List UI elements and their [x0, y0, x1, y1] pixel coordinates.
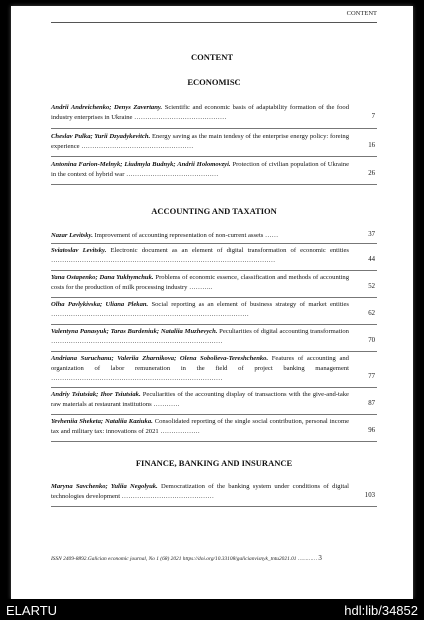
entry-authors: Nazar Levitsky.: [51, 232, 93, 239]
toc-entry[interactable]: [51, 160, 349, 180]
section-heading-economics: ECONOMISC: [187, 77, 241, 87]
toc-entry[interactable]: [51, 482, 349, 502]
entry-title: Improvement of accounting representation of non-current assets ……: [94, 232, 279, 239]
entry-authors: Andrii Andreichenko; Denys Zavertany.: [51, 104, 163, 111]
entry-divider: [51, 351, 377, 352]
entry-divider: [51, 441, 377, 442]
toc-entry[interactable]: [51, 132, 349, 152]
toc-entry[interactable]: [51, 273, 349, 293]
repository-watermark: ELARTU: [6, 603, 58, 618]
entry-title: Democratization of the banking system under conditions of digital technologies development ……………………………………: [51, 483, 349, 500]
entry-page-number: 16: [368, 142, 375, 149]
entry-title: Peculiarities of the accounting display of transactions with the give-and-take raw materials at restaurant institutions …………: [51, 391, 349, 408]
entry-divider: [51, 243, 377, 244]
entry-title: Protection of civilian population of Ukraine in the context of hybrid war ……………………………………: [51, 161, 350, 178]
entry-authors: Yana Ostapenko; Dana Yukhymchuk.: [51, 274, 154, 281]
entry-divider: [51, 414, 377, 415]
entry-page-number: 44: [368, 256, 375, 263]
section-heading-finance: FINANCE, BANKING AND INSURANCE: [135, 458, 293, 468]
toc-entry[interactable]: [51, 327, 349, 347]
journal-page: [11, 6, 413, 599]
entry-page-number: 70: [368, 337, 375, 344]
entry-title: Problems of economic essence, classification and methods of accounting costs for the production of milk processing industry ………..: [51, 274, 349, 291]
footer-page-number: 3: [318, 554, 322, 562]
entry-page-number: 62: [368, 310, 375, 317]
toc-entry[interactable]: [51, 417, 349, 437]
entry-authors: Antonina Farion-Melnyk; Liudmyla Budnyk; Andrii Holomovzyi.: [51, 161, 231, 168]
section-heading-accounting: ACCOUNTING AND TAXATION: [151, 206, 277, 216]
toc-entry[interactable]: [51, 354, 349, 383]
toc-entry[interactable]: [51, 103, 349, 123]
entry-divider: [51, 297, 377, 298]
entry-authors: Yevheniia Sheketa; Nataliia Kaziuka.: [51, 418, 153, 425]
entry-page-number: 77: [368, 373, 375, 380]
entry-title: Scientific and economic basis of adaptability formation of the food industry enterprises in Ukraine ……………………………………: [51, 104, 349, 121]
entry-divider: [51, 324, 377, 325]
entry-divider: [51, 506, 377, 507]
toc-entry[interactable]: [51, 300, 349, 320]
entry-divider: [51, 270, 377, 271]
entry-page-number: 7: [371, 113, 375, 120]
toc-entry[interactable]: [51, 390, 349, 410]
page-title: CONTENT: [190, 52, 234, 62]
entry-title: Electronic document as an element of digital transformation of economic entities …………………………………………………………………………………………: [51, 247, 349, 264]
entry-title: Energy saving as the main tendesy of the enterprise energy policy: foreing experience ……………………………………………: [51, 133, 349, 150]
toc-entry[interactable]: [51, 231, 349, 241]
toc-entry[interactable]: [51, 246, 349, 266]
entry-authors: Sviatoslav Levitsky.: [51, 247, 107, 254]
entry-title: Social reporting as an element of business strategy of market entities ………………………………………………………………………………: [51, 301, 349, 318]
entry-authors: Cheslav Pulka; Yurii Dzyadykevitch.: [51, 133, 151, 140]
entry-page-number: 37: [368, 231, 375, 238]
entry-authors: Andriy Tsiutsiak; Ihor Tsiutsiak.: [51, 391, 141, 398]
entry-title: Consolidated reporting of the single social contribution, personal income tax and military tax: innovations of 2021 ………………: [51, 418, 350, 435]
handle-watermark: hdl:lib/34852: [344, 603, 418, 618]
page-footer: [51, 554, 377, 562]
entry-authors: Andriana Suruchanu; Valeriia Zharnikova; Olena Sobolieva-Tereshchenko.: [51, 355, 269, 362]
entry-authors: Maryna Savchenko; Yuliia Negolyuk.: [51, 483, 158, 490]
entry-page-number: 87: [368, 400, 375, 407]
entry-divider: [51, 387, 377, 388]
entry-authors: Valentyna Panasyuk; Taras Burdeniuk; Nataliia Muzhevych.: [51, 328, 218, 335]
entry-divider: [51, 184, 377, 185]
entry-authors: Olha Pavlykivska; Uliana Plekan.: [51, 301, 149, 308]
entry-divider: [51, 156, 377, 157]
entry-title: Features of accounting and organization of labor remuneration in the field of project banking management ……………………………………………………………………: [51, 355, 349, 382]
entry-page-number: 103: [364, 492, 375, 499]
entry-page-number: 26: [368, 170, 375, 177]
footer-citation: ISSN 2409-8892.Galician economic journal, No 1 (68) 2021 https://doi.org/10.33108/galicianvisnyk_tntu2021.01 …………: [51, 556, 318, 562]
entry-title: Peculiarities of digital accounting transformation ……………………………………………………………………: [51, 328, 349, 345]
entry-page-number: 96: [368, 427, 375, 434]
entry-divider: [51, 128, 377, 129]
running-head: CONTENT: [51, 6, 377, 23]
entry-page-number: 52: [368, 283, 375, 290]
